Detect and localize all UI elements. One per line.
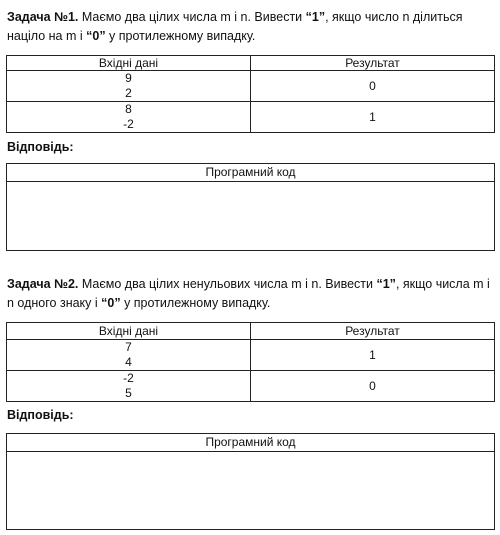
- task2-text-b: , якщо числа m і: [395, 277, 490, 291]
- task2-header-result: Результат: [251, 323, 495, 340]
- task1-table: [6, 55, 495, 133]
- task1-quote-one: “1”: [305, 10, 326, 24]
- task1-header-result: Результат: [251, 56, 495, 71]
- input-value: -2: [123, 371, 134, 385]
- task2-header-input: Вхідні дані: [7, 323, 251, 340]
- task2-quote-one: “1”: [376, 277, 396, 291]
- task1-quote-zero: “0”: [86, 29, 106, 43]
- task2-quote-zero: “0”: [101, 296, 121, 310]
- task1-text-d: у протилежному випадку.: [105, 29, 256, 43]
- task1-text-c: націло на m і: [7, 29, 87, 43]
- input-value: -2: [123, 117, 134, 131]
- task1-code-header: Програмний код: [7, 164, 494, 182]
- task1-header-input: Вхідні дані: [7, 56, 251, 71]
- task2-answer-label: Відповідь:: [7, 408, 74, 422]
- table-row: [7, 71, 495, 102]
- input-value: 5: [125, 386, 132, 400]
- table-row: [7, 340, 495, 371]
- input-value: 4: [125, 355, 132, 369]
- task2-code-box[interactable]: [6, 433, 495, 530]
- task1-row1-result: 0: [251, 71, 495, 102]
- task2-row2-result: 0: [251, 371, 495, 402]
- task1-row2-input: [7, 102, 251, 133]
- task2-row1-input: [7, 340, 251, 371]
- input-value: 9: [125, 71, 132, 85]
- input-value: 2: [125, 86, 132, 100]
- task2-title: Задача №2.: [7, 277, 79, 291]
- task2-code-header: Програмний код: [7, 434, 494, 452]
- task1-row1-input: [7, 71, 251, 102]
- input-value: 7: [125, 340, 132, 354]
- table-row: [7, 371, 495, 402]
- task2-text-c: n одного знаку і: [7, 296, 102, 310]
- task2-text-d: у протилежному випадку.: [120, 296, 271, 310]
- task1-row2-result: 1: [251, 102, 495, 133]
- task1-statement: [7, 8, 493, 46]
- task1-title: Задача №1.: [7, 10, 79, 24]
- task1-text-b: , якщо число n ділиться: [325, 10, 463, 24]
- task2-row2-input: [7, 371, 251, 402]
- table-row: [7, 102, 495, 133]
- input-value: 8: [125, 102, 132, 116]
- task1-answer-label: Відповідь:: [7, 140, 74, 154]
- task2-statement: [7, 275, 493, 313]
- task2-table: [6, 322, 495, 402]
- task1-code-box[interactable]: [6, 163, 495, 251]
- task2-text-a: Маємо два цілих ненульових числа m і n. Вивести: [78, 277, 377, 291]
- task1-text-a: Маємо два цілих числа m і n. Вивести: [78, 10, 306, 24]
- task2-row1-result: 1: [251, 340, 495, 371]
